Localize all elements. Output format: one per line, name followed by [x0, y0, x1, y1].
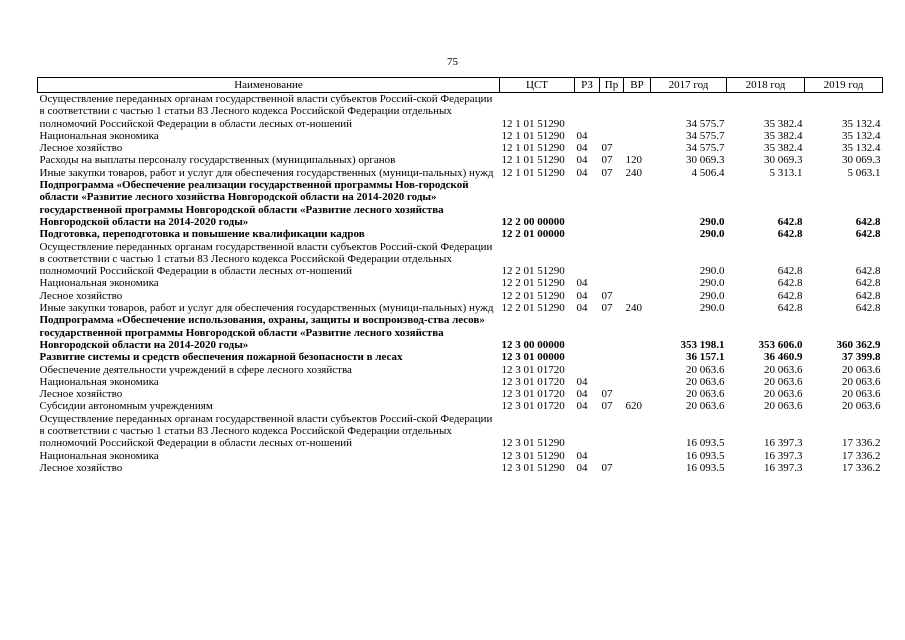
table-row — [38, 154, 883, 166]
cell-pr: 07 — [601, 388, 613, 401]
cell-rz: 04 — [576, 400, 588, 413]
cell-rz — [575, 351, 600, 363]
cell-cst: 12 2 01 51290 — [501, 265, 565, 278]
cell-2017: 290.0 — [699, 265, 725, 278]
table-row — [38, 413, 883, 450]
cell-pr: 07 — [601, 289, 613, 302]
cell-cst: 12 1 01 51290 — [501, 142, 565, 155]
cell-2018: 20 063.6 — [764, 375, 803, 388]
cell-vr — [624, 450, 651, 462]
cell-name: Лесное хозяйство — [39, 461, 123, 474]
budget-table — [37, 77, 883, 474]
cell-rz: 04 — [576, 302, 588, 315]
table-row — [38, 376, 883, 388]
cell-2019: 17 336.2 — [842, 449, 881, 462]
cell-2017: 290.0 — [699, 277, 725, 290]
cell-2019: 642.8 — [855, 277, 881, 290]
cell-name: Лесное хозяйство — [39, 142, 123, 155]
cell-cst: 12 2 01 00000 — [501, 228, 565, 241]
cell-rz — [575, 241, 600, 278]
cell-name: Иные закупки товаров, работ и услуг для обеспечения государственных (муници-пальных) нужд — [39, 166, 494, 179]
cell-name: Лесное хозяйство — [39, 388, 123, 401]
col-header-vr: ВР — [624, 78, 651, 93]
cell-name: Осуществление переданных органам государственной власти субъектов Россий-ской Федерации в соответствии с частью 1 статьи 83 Лесного кодекса Российской Федерации отдельных полномочий Российской Федерации в области лесных от-ношений — [39, 412, 493, 450]
cell-vr — [624, 93, 651, 130]
cell-rz — [575, 179, 600, 228]
cell-2018: 642.8 — [777, 302, 803, 315]
col-header-2017: 2017 год — [651, 78, 727, 93]
cell-rz: 04 — [576, 375, 588, 388]
col-header-2018: 2018 год — [727, 78, 805, 93]
cell-rz — [575, 413, 600, 450]
table-row — [38, 179, 883, 228]
cell-2017: 34 575.7 — [686, 142, 725, 155]
cell-2018: 16 397.3 — [764, 461, 803, 474]
table-row — [38, 364, 883, 376]
cell-cst: 12 3 01 01720 — [501, 363, 565, 376]
cell-2017: 16 093.5 — [686, 449, 725, 462]
table-body — [38, 93, 883, 475]
table-row — [38, 93, 883, 130]
table-row — [38, 277, 883, 289]
cell-pr — [600, 376, 624, 388]
cell-rz — [575, 93, 600, 130]
cell-name: Национальная экономика — [39, 449, 159, 462]
cell-2017: 16 093.5 — [686, 461, 725, 474]
cell-vr — [624, 228, 651, 240]
cell-name: Подготовка, переподготовка и повышение квалификации кадров — [39, 228, 365, 241]
cell-cst: 12 2 01 51290 — [501, 289, 565, 302]
cell-2017: 290.0 — [699, 289, 725, 302]
cell-name: Расходы на выплаты персоналу государственных (муниципальных) органов — [39, 154, 396, 167]
cell-vr — [624, 364, 651, 376]
cell-rz: 04 — [576, 154, 588, 167]
cell-2019: 642.8 — [855, 302, 881, 315]
cell-rz: 04 — [576, 388, 588, 401]
cell-name: Подпрограмма «Обеспечение использования, охраны, защиты и воспроизвод-ства лесов» государственной программы Новгородской области «Развитие лесного хозяйства Новгородской области на 2014-2020 годы» — [39, 314, 485, 351]
cell-cst: 12 3 01 51290 — [501, 449, 565, 462]
cell-2018: 642.8 — [777, 228, 803, 241]
cell-2017: 16 093.5 — [686, 437, 725, 450]
cell-vr — [624, 142, 651, 154]
cell-cst: 12 3 00 00000 — [501, 338, 565, 351]
cell-pr — [600, 314, 624, 351]
cell-name: Национальная экономика — [39, 375, 159, 388]
cell-pr — [600, 179, 624, 228]
cell-2018: 35 382.4 — [764, 117, 803, 130]
cell-2019: 17 336.2 — [842, 461, 881, 474]
cell-2019: 35 132.4 — [842, 142, 881, 155]
cell-2018: 642.8 — [777, 277, 803, 290]
cell-2019: 360 362.9 — [836, 338, 881, 351]
cell-cst: 12 3 01 01720 — [501, 400, 565, 413]
col-header-2019: 2019 год — [805, 78, 883, 93]
cell-2018: 353 606.0 — [758, 338, 803, 351]
cell-cst: 12 2 01 51290 — [501, 277, 565, 290]
cell-cst: 12 3 01 00000 — [501, 351, 565, 364]
cell-pr: 07 — [601, 166, 613, 179]
cell-vr — [624, 290, 651, 302]
cell-2017: 20 063.6 — [686, 400, 725, 413]
cell-rz — [575, 364, 600, 376]
cell-2019: 642.8 — [855, 228, 881, 241]
cell-vr: 620 — [625, 400, 642, 413]
cell-2017: 290.0 — [699, 302, 725, 315]
table-row — [38, 167, 883, 179]
cell-name: Развитие системы и средств обеспечения пожарной безопасности в лесах — [39, 351, 403, 364]
table-row — [38, 130, 883, 142]
cell-2017: 30 069.3 — [686, 154, 725, 167]
cell-2018: 35 382.4 — [764, 142, 803, 155]
cell-2019: 17 336.2 — [842, 437, 881, 450]
header-row — [38, 78, 883, 93]
cell-pr — [600, 241, 624, 278]
cell-2017: 34 575.7 — [686, 129, 725, 142]
cell-2017: 353 198.1 — [680, 338, 725, 351]
cell-2019: 20 063.6 — [842, 388, 881, 401]
cell-2017: 20 063.6 — [686, 388, 725, 401]
col-header-name: Наименование — [38, 78, 500, 93]
cell-pr: 07 — [601, 400, 613, 413]
cell-name: Осуществление переданных органам государственной власти субъектов Россий-ской Федерации в соответствии с частью 1 статьи 83 Лесного кодекса Российской Федерации отдельных полномочий Российской Федерации в области лесных от-ношений — [39, 93, 493, 130]
cell-2018: 20 063.6 — [764, 363, 803, 376]
cell-2019: 642.8 — [855, 215, 881, 228]
cell-2019: 35 132.4 — [842, 129, 881, 142]
table-row — [38, 142, 883, 154]
cell-rz — [575, 314, 600, 351]
cell-2018: 5 313.1 — [769, 166, 803, 179]
cell-2019: 20 063.6 — [842, 363, 881, 376]
col-header-cst: ЦСТ — [500, 78, 575, 93]
cell-2017: 20 063.6 — [686, 375, 725, 388]
cell-pr — [600, 228, 624, 240]
cell-pr — [600, 277, 624, 289]
cell-2019: 5 063.1 — [847, 166, 881, 179]
cell-pr: 07 — [601, 302, 613, 315]
cell-vr — [624, 277, 651, 289]
cell-2018: 35 382.4 — [764, 129, 803, 142]
cell-pr: 07 — [601, 154, 613, 167]
cell-vr: 240 — [625, 166, 642, 179]
cell-name: Национальная экономика — [39, 277, 159, 290]
page-number: 75 — [447, 56, 458, 68]
cell-cst: 12 3 01 51290 — [501, 461, 565, 474]
cell-2017: 4 506.4 — [691, 166, 725, 179]
cell-2018: 642.8 — [777, 215, 803, 228]
cell-2018: 20 063.6 — [764, 400, 803, 413]
cell-2018: 30 069.3 — [764, 154, 803, 167]
cell-rz — [575, 228, 600, 240]
cell-2017: 34 575.7 — [686, 117, 725, 130]
cell-2018: 20 063.6 — [764, 388, 803, 401]
cell-cst: 12 1 01 51290 — [501, 166, 565, 179]
cell-2017: 290.0 — [699, 228, 725, 241]
cell-pr — [600, 364, 624, 376]
cell-2019: 35 132.4 — [842, 117, 881, 130]
cell-cst: 12 1 01 51290 — [501, 129, 565, 142]
cell-rz: 04 — [576, 142, 588, 155]
cell-cst: 12 1 01 51290 — [501, 154, 565, 167]
cell-2018: 642.8 — [777, 265, 803, 278]
cell-2019: 20 063.6 — [842, 400, 881, 413]
cell-vr — [624, 376, 651, 388]
cell-rz: 04 — [576, 289, 588, 302]
col-header-pr: Пр — [600, 78, 624, 93]
col-header-rz: РЗ — [575, 78, 600, 93]
cell-2019: 20 063.6 — [842, 375, 881, 388]
cell-name: Субсидии автономным учреждениям — [39, 400, 213, 413]
cell-vr — [624, 179, 651, 228]
cell-cst: 12 3 01 51290 — [501, 437, 565, 450]
cell-rz: 04 — [576, 277, 588, 290]
cell-vr — [624, 462, 651, 474]
table-row — [38, 462, 883, 474]
cell-vr: 120 — [625, 154, 642, 167]
table-row — [38, 314, 883, 351]
cell-rz: 04 — [576, 461, 588, 474]
cell-cst: 12 3 01 01720 — [501, 388, 565, 401]
cell-vr: 240 — [625, 302, 642, 315]
cell-cst: 12 2 00 00000 — [501, 215, 565, 228]
cell-2018: 36 460.9 — [764, 351, 803, 364]
cell-2017: 290.0 — [699, 215, 725, 228]
cell-rz: 04 — [576, 449, 588, 462]
cell-pr — [600, 130, 624, 142]
table-row — [38, 351, 883, 363]
cell-name: Лесное хозяйство — [39, 289, 123, 302]
table-row — [38, 400, 883, 412]
cell-name: Иные закупки товаров, работ и услуг для обеспечения государственных (муници-пальных) нужд — [39, 302, 494, 315]
cell-2017: 36 157.1 — [686, 351, 725, 364]
cell-cst: 12 3 01 01720 — [501, 375, 565, 388]
cell-vr — [624, 241, 651, 278]
cell-vr — [624, 413, 651, 450]
table-row — [38, 302, 883, 314]
cell-pr — [600, 351, 624, 363]
cell-2017: 20 063.6 — [686, 363, 725, 376]
cell-name: Национальная экономика — [39, 129, 159, 142]
table-row — [38, 228, 883, 240]
cell-rz: 04 — [576, 166, 588, 179]
cell-2018: 642.8 — [777, 289, 803, 302]
cell-2019: 642.8 — [855, 289, 881, 302]
cell-vr — [624, 351, 651, 363]
cell-2019: 642.8 — [855, 265, 881, 278]
cell-cst: 12 1 01 51290 — [501, 117, 565, 130]
table-row — [38, 290, 883, 302]
cell-2019: 30 069.3 — [842, 154, 881, 167]
cell-name: Подпрограмма «Обеспечение реализации государственной программы Нов-городской области «Развитие лесного хозяйства Новгородской области на 2014-2020 годы» государственной программы Новгородской области «Развитие лесного хозяйства Новгородской области на 2014-2020 годы» — [39, 179, 469, 228]
cell-pr: 07 — [601, 142, 613, 155]
cell-pr — [600, 413, 624, 450]
table-row — [38, 388, 883, 400]
cell-name: Обеспечение деятельности учреждений в сфере лесного хозяйства — [39, 363, 352, 376]
table-row — [38, 450, 883, 462]
cell-vr — [624, 314, 651, 351]
table-row — [38, 241, 883, 278]
cell-pr — [600, 93, 624, 130]
cell-name: Осуществление переданных органам государственной власти субъектов Россий-ской Федерации в соответствии с частью 1 статьи 83 Лесного кодекса Российской Федерации отдельных полномочий Российской Федерации в области лесных от-ношений — [39, 240, 493, 278]
cell-2018: 16 397.3 — [764, 449, 803, 462]
cell-rz: 04 — [576, 129, 588, 142]
cell-pr: 07 — [601, 461, 613, 474]
cell-pr — [600, 450, 624, 462]
cell-vr — [624, 130, 651, 142]
cell-2019: 37 399.8 — [842, 351, 881, 364]
cell-cst: 12 2 01 51290 — [501, 302, 565, 315]
cell-2018: 16 397.3 — [764, 437, 803, 450]
cell-vr — [624, 388, 651, 400]
